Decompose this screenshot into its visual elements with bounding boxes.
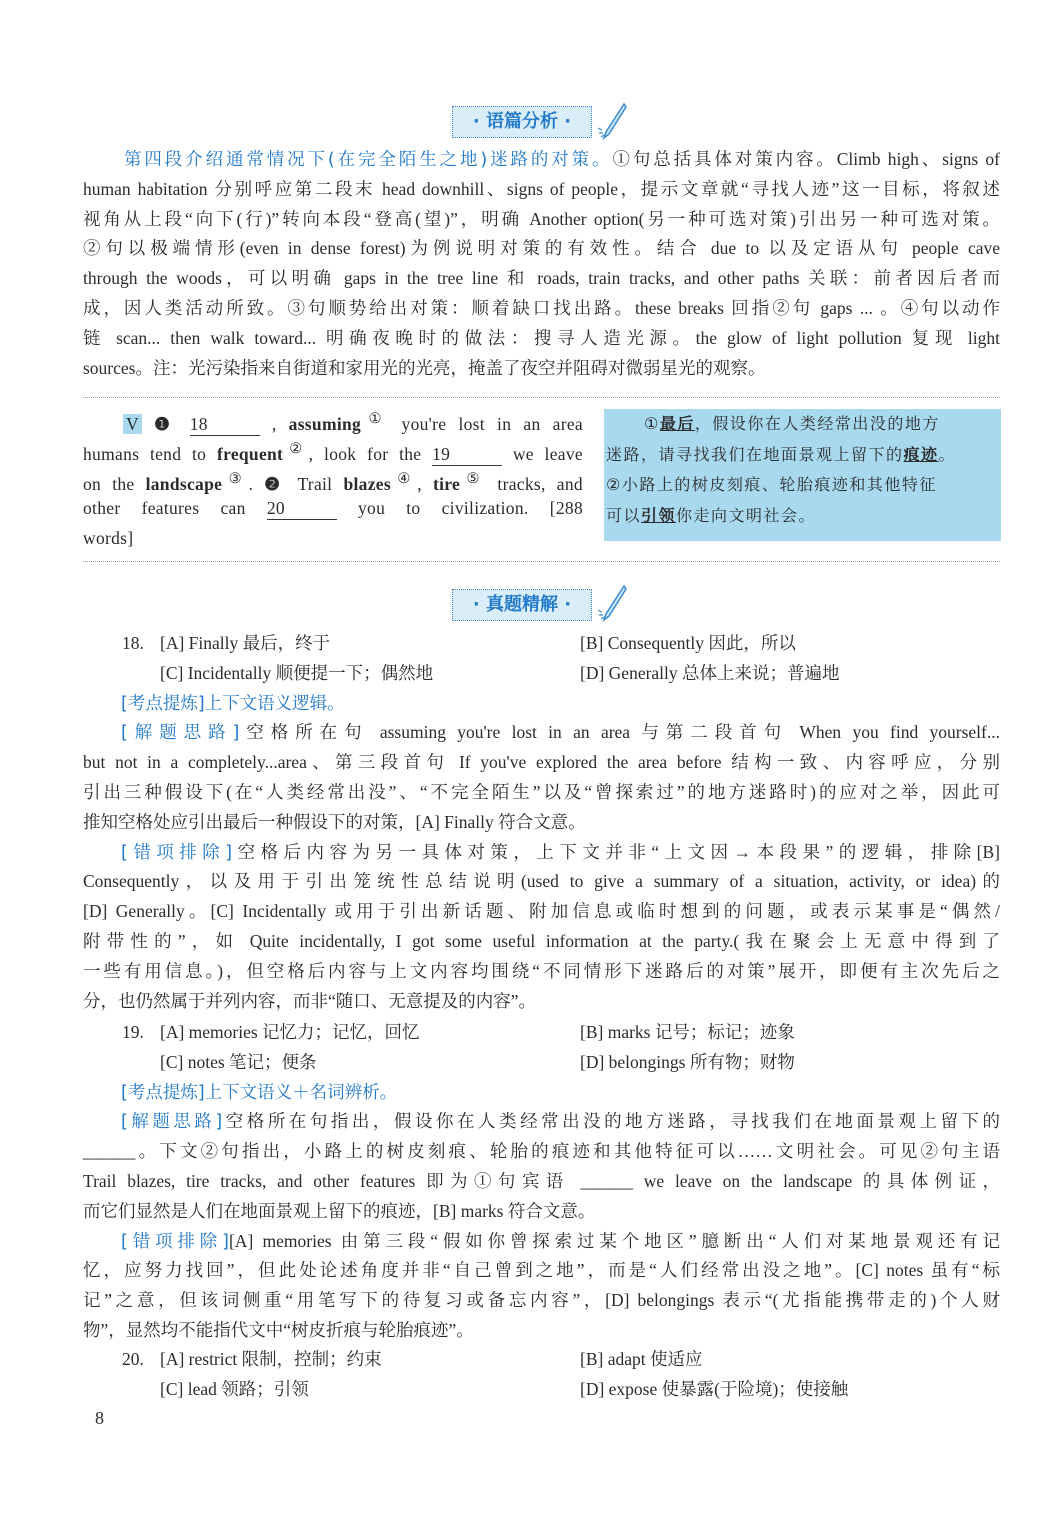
body-text: [A] memories 由第三段“假如你曾探索过某个地区”臆断出“人们对某地景观还有记 [228, 1230, 1000, 1251]
option-a: [A] Finally 最后，终于 [160, 633, 331, 653]
pen-icon [596, 584, 628, 622]
option-b: [B] marks 记号；标记；迹象 [580, 1022, 795, 1042]
blank-18: 18 [190, 413, 260, 436]
translation-text: 你走向文明社会。 [676, 505, 817, 525]
body-text: 空格后内容为另一具体对策，上下文并非“上文因→本段果”的逻辑，排除[B] [232, 841, 1000, 862]
option-c: [C] notes 笔记；便条 [160, 1051, 317, 1072]
text-line: 一些有用信息。)，但空格后内容与上文内容均围绕“不同情形下迷路后的对策”展开，即便有主次先后之 [83, 960, 1000, 981]
passage-text: other features can [83, 498, 246, 519]
text-line: 记”之意，但该词侧重“用笔写下的待复习或备忘内容”，[D] belongings 表示“(尤指能携带走的)个人财 [83, 1290, 1000, 1311]
reasoning [83, 718, 1000, 837]
text-line [83, 145, 1000, 175]
key-point-text: 上下文语义逻辑。 [204, 693, 345, 714]
passage-line: words] [83, 528, 134, 549]
note-marker: ④ [390, 470, 418, 487]
note-marker: ① [361, 411, 390, 427]
text-line [83, 718, 1000, 748]
text-line: 附带性的”，如 Quite incidentally, I got some useful information at the party.(我在聚会上无意中得到了 [83, 930, 1000, 951]
analysis-block [83, 1078, 1000, 1346]
passage-line [83, 494, 583, 524]
pen-icon [596, 102, 628, 140]
passage-text: on the [83, 473, 135, 494]
text-line [83, 1227, 1000, 1257]
option-d: [D] expose 使暴露(于险境)；使接触 [580, 1378, 849, 1399]
body-text: 空格所在句指出，假设你在人类经常出没的地方迷路，寻找我们在地面景观上留下的 [222, 1111, 1001, 1132]
translation-text: 可以 [606, 505, 642, 525]
passage-text: we leave [512, 443, 583, 464]
note-marker: ⑤ [460, 470, 487, 487]
elimination [83, 838, 1000, 1017]
elimination [83, 1227, 1000, 1346]
key-point-text: 上下文语义＋名词辨析。 [204, 1082, 398, 1103]
translation-line [606, 501, 1001, 532]
text-line: 链 scan... then walk toward... 明确夜晚时的做法：搜寻人造光源。the glow of light pollution 复现 light [83, 327, 1000, 348]
translation-line [606, 409, 1001, 440]
section-title-explanation: · 真题精解 · [452, 589, 592, 621]
option-d: [D] belongings 所有物；财物 [580, 1051, 795, 1072]
sentence-marker: ❶ [154, 413, 178, 434]
analysis-block [83, 689, 1000, 1017]
passage-text: you to civilization. [288 [357, 498, 583, 519]
body-text: ①句总括具体对策内容。Climb high、signs of [612, 149, 1001, 169]
translation-text: 迷路，请寻找我们在地面景观上留下的 [606, 444, 904, 464]
translation-text: 。 [938, 444, 957, 464]
body-text: 空格所在句 assuming you're lost in an area 与第二段首句 When you find yourself... [239, 722, 1000, 743]
text-line: 成，因人类活动所致。③句顺势给出对策：顺着缺口找出路。these breaks 回指②句 gaps ... 。④句以动作 [83, 297, 1000, 318]
section-label: [错项排除] [121, 1231, 229, 1252]
section-label: 第四段介绍通常情况下(在完全陌生之地)迷路的对策。 [124, 150, 613, 170]
option-b: [B] adapt 使适应 [580, 1349, 703, 1369]
passage-text: tracks, and [497, 473, 583, 494]
passage-line: on the landscape③. ❷ Trail blazes④, tire⑤ tracks, and [83, 470, 583, 494]
text-line: human habitation 分别呼应第二段末 head downhill、signs of people，提示文章就“寻找人迹”这一目标，将叙述 [83, 178, 1000, 199]
blank-19: 19 [432, 443, 502, 466]
text-line: 忆，应努力找回”，但此处论述角度并非“自己曾到之地”，而是“人们经常出没之地”。[C] notes 虽有“标 [83, 1260, 1000, 1281]
passage-text: you're lost in an area [401, 413, 583, 434]
text-line: but not in a completely...area、第三段首句 If you've explored the area before 结构一致、内容呼应，分别 [83, 752, 1000, 773]
passage-text: humans tend to [83, 443, 207, 464]
text-line: ______。下文②句指出，小路上的树皮刻痕、轮胎的痕迹和其他特征可以……文明社会。可见②句主语 [83, 1141, 1000, 1162]
passage-text: Trail [297, 473, 333, 494]
passage-text: , look for the [308, 443, 422, 464]
key-point [83, 1078, 1000, 1108]
translation-line [606, 440, 1001, 471]
passage-line: V ❶ 18 , assuming① you're lost in an area [83, 405, 583, 435]
option-c: [C] lead 领路；引领 [160, 1378, 309, 1399]
text-line: 物”，显然均不能指代文中“树皮折痕与轮胎痕迹”。 [83, 1319, 474, 1340]
section-label: [解题思路] [121, 723, 240, 744]
passage-line [83, 435, 583, 465]
text-line [83, 1107, 1000, 1137]
text-line: through the woods，可以明确 gaps in the tree line 和 roads, train tracks, and other paths 关联：前者因后者而 [83, 268, 1000, 289]
key-word: 痕迹 [903, 444, 939, 464]
text-line: ②句以极端情形(even in dense forest)为例说明对策的有效性。结合 due to 以及定语从句 people cave [83, 238, 1000, 259]
blank-20: 20 [267, 497, 337, 520]
section-label: [考点提炼] [121, 1082, 205, 1103]
vocab-word: assuming [288, 413, 362, 434]
analysis-paragraph [83, 145, 1000, 383]
translation-box [604, 409, 1001, 541]
key-word: 最后 [659, 414, 695, 433]
key-point [83, 689, 1000, 719]
text-line: 分，也仍然属于并列内容，而非“随口、无意提及的内容”。 [83, 990, 537, 1011]
section-title-analysis: · 语篇分析 · [452, 106, 592, 138]
paragraph-marker: V [123, 414, 142, 434]
key-word: 引领 [641, 505, 677, 525]
note-marker: ① [644, 414, 660, 433]
reasoning [83, 1107, 1000, 1226]
option-b: [B] Consequently 因此，所以 [580, 633, 796, 653]
note-marker: ③ [222, 470, 249, 487]
vocab-word: landscape [145, 473, 223, 494]
question-number: 20. [122, 1349, 144, 1369]
translation-line: ②小路上的树皮刻痕、轮胎痕迹和其他特征 [606, 475, 937, 494]
sentence-marker: ❷ [264, 473, 287, 494]
question-number: 18. [122, 633, 144, 653]
passage-excerpt [83, 405, 583, 554]
text-line: 视角从上段“向下(行)”转向本段“登高(望)”，明确 Another option(另一种可选对策)引出另一种可选对策。 [83, 208, 1000, 229]
question-number: 19. [122, 1022, 144, 1042]
option-a: [A] restrict 限制，控制；约束 [160, 1349, 382, 1369]
dotted-divider [83, 397, 1000, 398]
section-label: [解题思路] [121, 1112, 223, 1133]
option-c: [C] Incidentally 顺便提一下；偶然地 [160, 662, 434, 683]
vocab-word: blazes [343, 473, 391, 494]
translation-text: ，假设你在人类经常出没的地方 [694, 414, 940, 433]
vocab-word: tire [432, 473, 461, 494]
section-label: [错项排除] [121, 842, 233, 863]
text-line: Trail blazes, tire tracks, and other features 即为①句宾语 ______ we leave on the landscape 的具体例证， [83, 1170, 1000, 1191]
note-marker: ② [283, 440, 309, 457]
option-d: [D] Generally 总体上来说；普遍地 [580, 662, 840, 683]
section-label: [考点提炼] [121, 693, 205, 714]
text-line: 引出三种假设下(在“人类经常出没”、“不完全陌生”以及“曾探索过”的地方迷路时)的应对之举，因此可 [83, 781, 1000, 802]
dotted-divider [83, 561, 1000, 562]
text-line: 而它们显然是人们在地面景观上留下的痕迹，[B] marks 符合文意。 [83, 1200, 596, 1221]
text-line: 推知空格处应引出最后一种假设下的对策，[A] Finally 符合文意。 [83, 811, 586, 832]
vocab-word: frequent [216, 443, 284, 464]
text-line: sources。注：光污染指来自街道和家用光的光亮，掩盖了夜空并阻碍对微弱星光的观察。 [83, 357, 766, 378]
text-line [83, 838, 1000, 868]
text-line: [D] Generally。[C] Incidentally 或用于引出新话题、附加信息或临时想到的问题，或表示某事是“偶然/ [83, 901, 1000, 922]
option-a: [A] memories 记忆力；记忆，回忆 [160, 1022, 420, 1042]
page-number: 8 [95, 1408, 104, 1428]
text-line: Consequently，以及用于引出笼统性总结说明(used to give a summary of a situation, activity, or idea)的 [83, 871, 1000, 892]
